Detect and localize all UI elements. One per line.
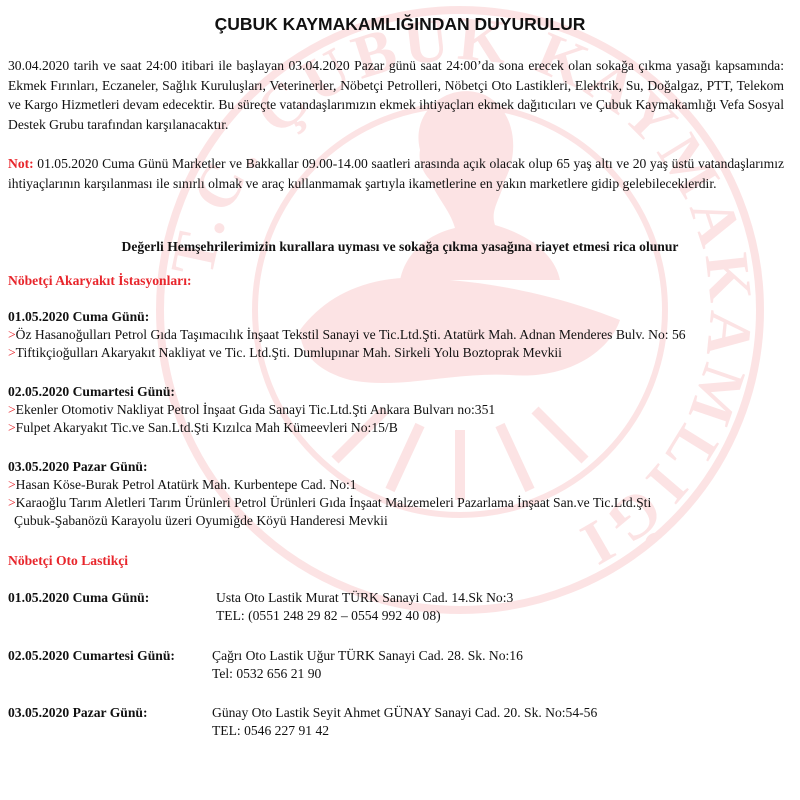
tire-day-1-label: 01.05.2020 Cuma Günü:: [8, 590, 150, 605]
fuel-day-2-label: 02.05.2020 Cumartesi Günü:: [8, 384, 175, 399]
fuel-day-2-item-1: [8, 400, 495, 420]
tire-day-1-phone: TEL: (0551 248 29 82 – 0554 992 40 08): [216, 608, 441, 623]
fuel-station-text: Karaoğlu Tarım Aletleri Tarım Ürünleri Petrol Ürünleri Gıda İnşaat Malzemeleri Pazarlama İnşaat San.ve Tic.Ltd.Şti: [15, 495, 652, 510]
bullet-marker: >: [8, 477, 16, 492]
note-label: Not:: [8, 156, 34, 171]
page-title: ÇUBUK KAYMAKAMLIĞINDAN DUYURULUR: [214, 14, 586, 34]
fuel-day-1-item-1: [8, 325, 686, 345]
tire-day-2-shop: Çağrı Oto Lastik Uğur TÜRK Sanayi Cad. 28. Sk. No:16: [212, 648, 523, 663]
bullet-marker: >: [8, 327, 16, 342]
appeal-text: Değerli Hemşehrilerimizin kurallara uyması ve sokağa çıkma yasağına riayet etmesi rica olunur: [121, 239, 679, 254]
fuel-heading: Nöbetçi Akaryakıt İstasyonları:: [8, 273, 192, 288]
fuel-station-text: Öz Hasanoğulları Petrol Gıda Taşımacılık İnşaat Tekstil Sanayi ve Tic.Ltd.Şti. Atatürk Mah. Adnan Menderes Bulv. No: 56: [15, 327, 686, 342]
fuel-day-2-item-2: [8, 418, 398, 438]
fuel-day-3-continuation: Çubuk-Şabanözü Karayolu üzeri Oyumiğde Köyü Handeresi Mevkii: [14, 513, 388, 528]
fuel-day-3-item-1: [8, 475, 357, 495]
fuel-day-1-label: 01.05.2020 Cuma Günü:: [8, 309, 150, 324]
tire-day-3-phone: TEL: 0546 227 91 42: [212, 723, 330, 738]
fuel-station-text: Fulpet Akaryakıt Tic.ve San.Ltd.Şti Kızılca Mah Kümeevleri No:15/B: [15, 420, 398, 435]
seal-text: T.C. ÇUBUK KAYMAKAMLIĞI: [158, 4, 766, 581]
tire-day-1-shop: Usta Oto Lastik Murat TÜRK Sanayi Cad. 14.Sk No:3: [216, 590, 514, 605]
tire-day-2-phone: Tel: 0532 656 21 90: [212, 666, 322, 681]
note-paragraph: [8, 154, 784, 193]
fuel-day-1-item-2: [8, 343, 562, 363]
fuel-station-text: Tiftikçioğulları Akaryakıt Nakliyat ve Tic. Ltd.Şti. Dumlupınar Mah. Sirkeli Yolu Boztoprak Mevkii: [15, 345, 562, 360]
tire-day-3-label: 03.05.2020 Pazar Günü:: [8, 705, 148, 720]
fuel-day-3-label: 03.05.2020 Pazar Günü:: [8, 459, 148, 474]
bullet-marker: >: [8, 495, 16, 510]
bullet-marker: >: [8, 420, 16, 435]
fuel-day-3-item-2: [8, 493, 651, 513]
bullet-marker: >: [8, 345, 16, 360]
tire-day-3-shop: Günay Oto Lastik Seyit Ahmet GÜNAY Sanayi Cad. 20. Sk. No:54-56: [212, 705, 598, 720]
intro-paragraph: 30.04.2020 tarih ve saat 24:00 itibari ile başlayan 03.04.2020 Pazar günü saat 24:00’da sona erecek olan sokağa çıkma yasağı kapsamında: Ekmek Fırınları, Eczaneler, Sağlık Kuruluşları, Veterinerler, Nöbetçi Petrolleri, Nöbetçi Oto Lastikleri, Elektrik, Su, Doğalgaz, PTT, Telekom ve Kargo Hizmetleri devam edecektir. Bu süreçte vatandaşlarımızın ekmek ihtiyaçları ekmek dağıtıcıları ve Çubuk Kaymakamlığı Vefa Sosyal Destek Grubu tarafından karşılanacaktır.: [8, 58, 784, 132]
tire-day-2-label: 02.05.2020 Cumartesi Günü:: [8, 648, 175, 663]
fuel-station-text: Ekenler Otomotiv Nakliyat Petrol İnşaat Gıda Sanayi Tic.Ltd.Şti Ankara Bulvarı no:351: [15, 402, 496, 417]
fuel-station-text: Hasan Köse-Burak Petrol Atatürk Mah. Kurbentepe Cad. No:1: [15, 477, 357, 492]
note-text: 01.05.2020 Cuma Günü Marketler ve Bakkallar 09.00-14.00 saatleri arasında açık olacak olup 65 yaş altı ve 20 yaş üstü vatandaşlarımız ihtiyaçlarının karşılanması ile sınırlı olmak ve araç kullanmamak şartıyla ikametlerine en yakın marketlere gidip gelebileceklerdir.: [8, 156, 784, 191]
bullet-marker: >: [8, 402, 16, 417]
tire-heading: Nöbetçi Oto Lastikçi: [8, 553, 129, 568]
